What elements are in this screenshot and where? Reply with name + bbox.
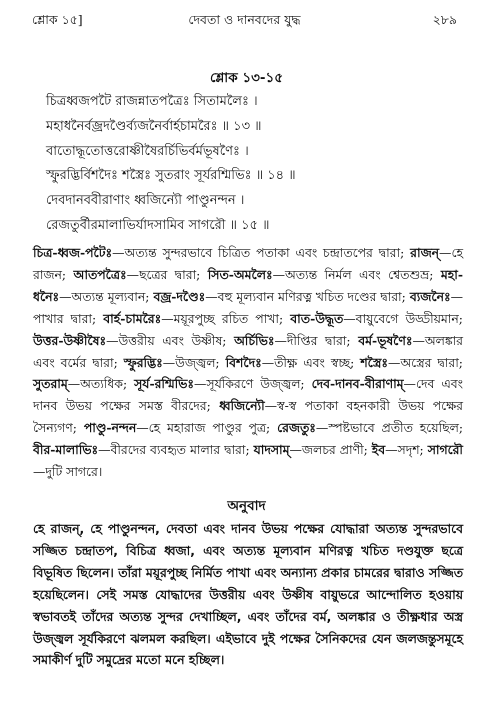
header-verse-reference: শ্লোক ১৫] (32, 12, 83, 27)
synonym-meaning: হে রাজন; (33, 245, 463, 282)
synonym-meaning: স্ব-স্ব পতাকা বহনকারী উভয় পক্ষের সৈন্যগণ; (33, 398, 463, 436)
synonym-meaning: বায়ুবেগে উড্ডীয়মান; (355, 310, 463, 326)
synonym-term: বজ্র-দণ্ডৈঃ (153, 288, 206, 304)
synonym-term: বর্ম-ভূষণৈঃ (358, 332, 413, 348)
synonym-term: রাজন্ (410, 245, 440, 260)
synonym-term: সিত-অমলৈঃ (207, 266, 273, 282)
synonym-term: ব্যজনৈঃ (409, 288, 451, 304)
translation-paragraph: হে রাজন্, হে পাণ্ডুনন্দন, দেবতা এবং দানব উভয় পক্ষের যোদ্ধারা অত্যন্ত সুন্দরভাবে সজ্জিত চন্দ্রাতপ, বিচিত্র ধ্বজা, এবং অত্যন্ত মূল্যবান মণিরত্ন খচিত দণ্ডযুক্ত ছত্রে বিভূষিত ছিলেন। তাঁরা ময়ূরপুচ্ছ নির্মিত পাখা এবং অন্যান্য প্রকার চামরের দ্বারাও সজ্জিত হয়েছিলেন। সেই সমস্ত যোদ্ধাদের উত্তরীয় এবং উষ্ণীষ বায়ুভরে আন্দোলিত হওয়ায় স্বভাবতই তাঁদের অত্যন্ত সুন্দর দেখাচ্ছিল, এবং তাঁদের বর্ম, অলঙ্কার ও তীক্ষ্ণধার অস্ত্র উজ্জ্বল সূর্যকিরণে ঝলমল করছিল। এইভাবে দুই পক্ষের সৈনিকদের যেন জলজন্তুসমূহে সমাকীর্ণ দুটি সমুদ্রের মতো মনে হচ্ছিল। (33, 521, 463, 668)
synonym-term: বিশদৈঃ (225, 354, 262, 370)
synonym-meaning: বীরদের ব্যবহৃত মালার দ্বারা; (110, 442, 250, 458)
synonym-term: দেব-দানব-বীরাণাম্ (311, 376, 404, 392)
synonym-meaning: অত্যন্ত নির্মল এবং শ্বেতশুভ্র; (284, 266, 434, 282)
synonyms-paragraph: চিত্র-ধ্বজ-পটৈঃ—অত্যন্ত সুন্দরভাবে চিত্রিত পতাকা এবং চন্দ্রাতপের দ্বারা; রাজন্—হে রাজন; আতপত্রৈঃ—ছত্রের দ্বারা; সিত-অমলৈঃ—অত্যন্ত নির্মল এবং শ্বেতশুভ্র; মহা-ধনৈঃ—অত্যন্ত মূল্যবান; বজ্র-দণ্ডৈঃ—বহু মূল্যবান মণিরত্ন খচিত দণ্ডের দ্বারা; ব্যজনৈঃ—পাখার দ্বারা; বার্হ-চামরৈঃ—ময়ূরপুচ্ছ রচিত পাখা; বাত-উদ্ধূত—বায়ুবেগে উড্ডীয়মান; উত্তর-উষ্ণীষৈঃ—উত্তরীয় এবং উষ্ণীষ; অর্চিভিঃ—দীপ্তির দ্বারা; বর্ম-ভূষণৈঃ—অলঙ্কার এবং বর্মের দ্বারা; স্ফুরদ্ভিঃ—উজ্জ্বল; বিশদৈঃ—তীক্ষ্ণ এবং স্বচ্ছ; শস্ত্রৈঃ—অস্ত্রের দ্বারা; সুতরাম্—অত্যধিক; সূর্য-রশ্মিভিঃ—সূর্যকিরণে উজ্জ্বল; দেব-দানব-বীরাণাম্—দেব এবং দানব উভয় পক্ষের সমস্ত বীরদের; ধ্বজিন্যৌ—স্ব-স্ব পতাকা বহনকারী উভয় পক্ষের সৈন্যগণ; পাণ্ডু-নন্দন—হে মহারাজ পাণ্ডুর পুত্র; রেজতুঃ—স্পষ্টভাবে প্রতীত হয়েছিল; বীর-মালাভিঃ—বীরদের ব্যবহৃত মালার দ্বারা; যাদসাম্—জলচর প্রাণী; ইব—সদৃশ; সাগরৌ—দুটি সাগরে। (33, 245, 463, 480)
synonym-term: সুতরাম্ (33, 376, 68, 392)
synonym-meaning: অলঙ্কার এবং বর্মের দ্বারা; (33, 332, 463, 370)
synonym-term: যাদসাম্ (253, 442, 290, 458)
synonym-term: মহা-ধনৈঃ (33, 266, 463, 304)
synonym-term: সাগরৌ (427, 442, 463, 458)
header-chapter-title: দেবতা ও দানবদের যুদ্ধ (188, 12, 301, 27)
synonym-term: সূর্য-রশ্মিভিঃ (134, 376, 194, 392)
synonym-meaning: ময়ূরপুচ্ছ রচিত পাখা; (173, 310, 284, 326)
synonym-meaning: স্পষ্টভাবে প্রতীত হয়েছিল; (328, 420, 463, 436)
synonym-term: ইব (371, 442, 386, 458)
synonym-meaning: সদৃশ; (397, 442, 424, 458)
running-header (32, 12, 457, 32)
synonym-term: পাণ্ডু-নন্দন (83, 420, 137, 436)
verse-line: স্ফুরদ্ভির্বিশদৈঃ শস্ত্রৈঃ সুতরাং সূর্যরশ্মিভিঃ ॥ ১৪ ॥ (46, 168, 296, 184)
synonym-meaning: অত্যন্ত সুন্দরভাবে চিত্রিত পতাকা এবং চন্দ্রাতপের দ্বারা; (124, 245, 405, 260)
synonym-meaning: অত্যন্ত মূল্যবান; (71, 288, 150, 304)
page-number: ২৮৯ (432, 12, 457, 27)
synonym-meaning: দেব এবং দানব উভয় পক্ষের সমস্ত বীরদের; (33, 376, 463, 414)
synonym-term: বার্হ-চামরৈঃ (103, 310, 162, 326)
synonym-term: স্ফুরদ্ভিঃ (123, 354, 163, 370)
synonym-meaning: অস্ত্রের দ্বারা; (400, 354, 463, 370)
verse-line: মহাধনৈর্বজ্রদণ্ডৈর্ব্যজনৈর্বার্হচামরৈঃ ॥ ১৩ ॥ (46, 118, 262, 134)
synonym-term: শস্ত্রৈঃ (360, 354, 388, 370)
synonym-meaning: হে মহারাজ পাণ্ডুর পুত্র; (148, 420, 271, 436)
verse-line: দেবদানববীরাণাং ধ্বজিন্যৌ পাণ্ডুনন্দন । (46, 193, 245, 209)
synonym-term: ধ্বজিন্যৌ (219, 398, 265, 414)
verse-line: চিত্রধ্বজপটৈ রাজন্নাতপত্রৈঃ সিতামলৈঃ । (46, 94, 258, 109)
synonym-meaning: দীপ্তির দ্বারা; (286, 332, 351, 348)
synonym-term: বীর-মালাভিঃ (33, 442, 99, 458)
synonym-meaning: পাখার দ্বারা; (33, 310, 97, 326)
synonym-meaning: তীক্ষ্ণ এবং স্বচ্ছ; (274, 354, 355, 370)
synonym-meaning: উজ্জ্বল; (175, 354, 220, 370)
verse-line: রেজতুর্বীরমালাভির্যাদসামিব সাগরৌ ॥ ১৫ ॥ (46, 217, 270, 233)
verse-line: বাতোদ্ধূতোত্তরোষ্ণীষৈরর্চিভির্বর্মভূষণৈঃ । (46, 143, 249, 159)
synonym-term: অর্চিভিঃ (234, 332, 275, 348)
synonym-meaning: বহু মূল্যবান মণিরত্ন খচিত দণ্ডের দ্বারা; (217, 288, 406, 304)
synonym-term: চিত্র-ধ্বজ-পটৈঃ (33, 245, 113, 260)
synonym-term: উত্তর-উষ্ণীষৈঃ (33, 332, 107, 348)
synonym-meaning: উত্তরীয় এবং উষ্ণীষ; (118, 332, 227, 348)
synonym-meaning: দুটি সাগরে। (45, 464, 103, 480)
verse-text (46, 90, 465, 239)
translation-heading: অনুবাদ (227, 498, 266, 514)
synonym-term: বাত-উদ্ধূত (290, 310, 344, 326)
synonym-term: রেজতুঃ (277, 420, 316, 436)
synonym-meaning: জলচর প্রাণী; (301, 442, 368, 458)
synonym-meaning: সূর্যকিরণে উজ্জ্বল; (206, 376, 305, 392)
synonym-meaning: ছত্রের দ্বারা; (138, 266, 201, 282)
synonym-term: আতপত্রৈঃ (73, 266, 127, 282)
synonym-meaning: অত্যধিক; (80, 376, 128, 392)
verse-heading: শ্লোক ১৩-১৫ (209, 70, 283, 86)
